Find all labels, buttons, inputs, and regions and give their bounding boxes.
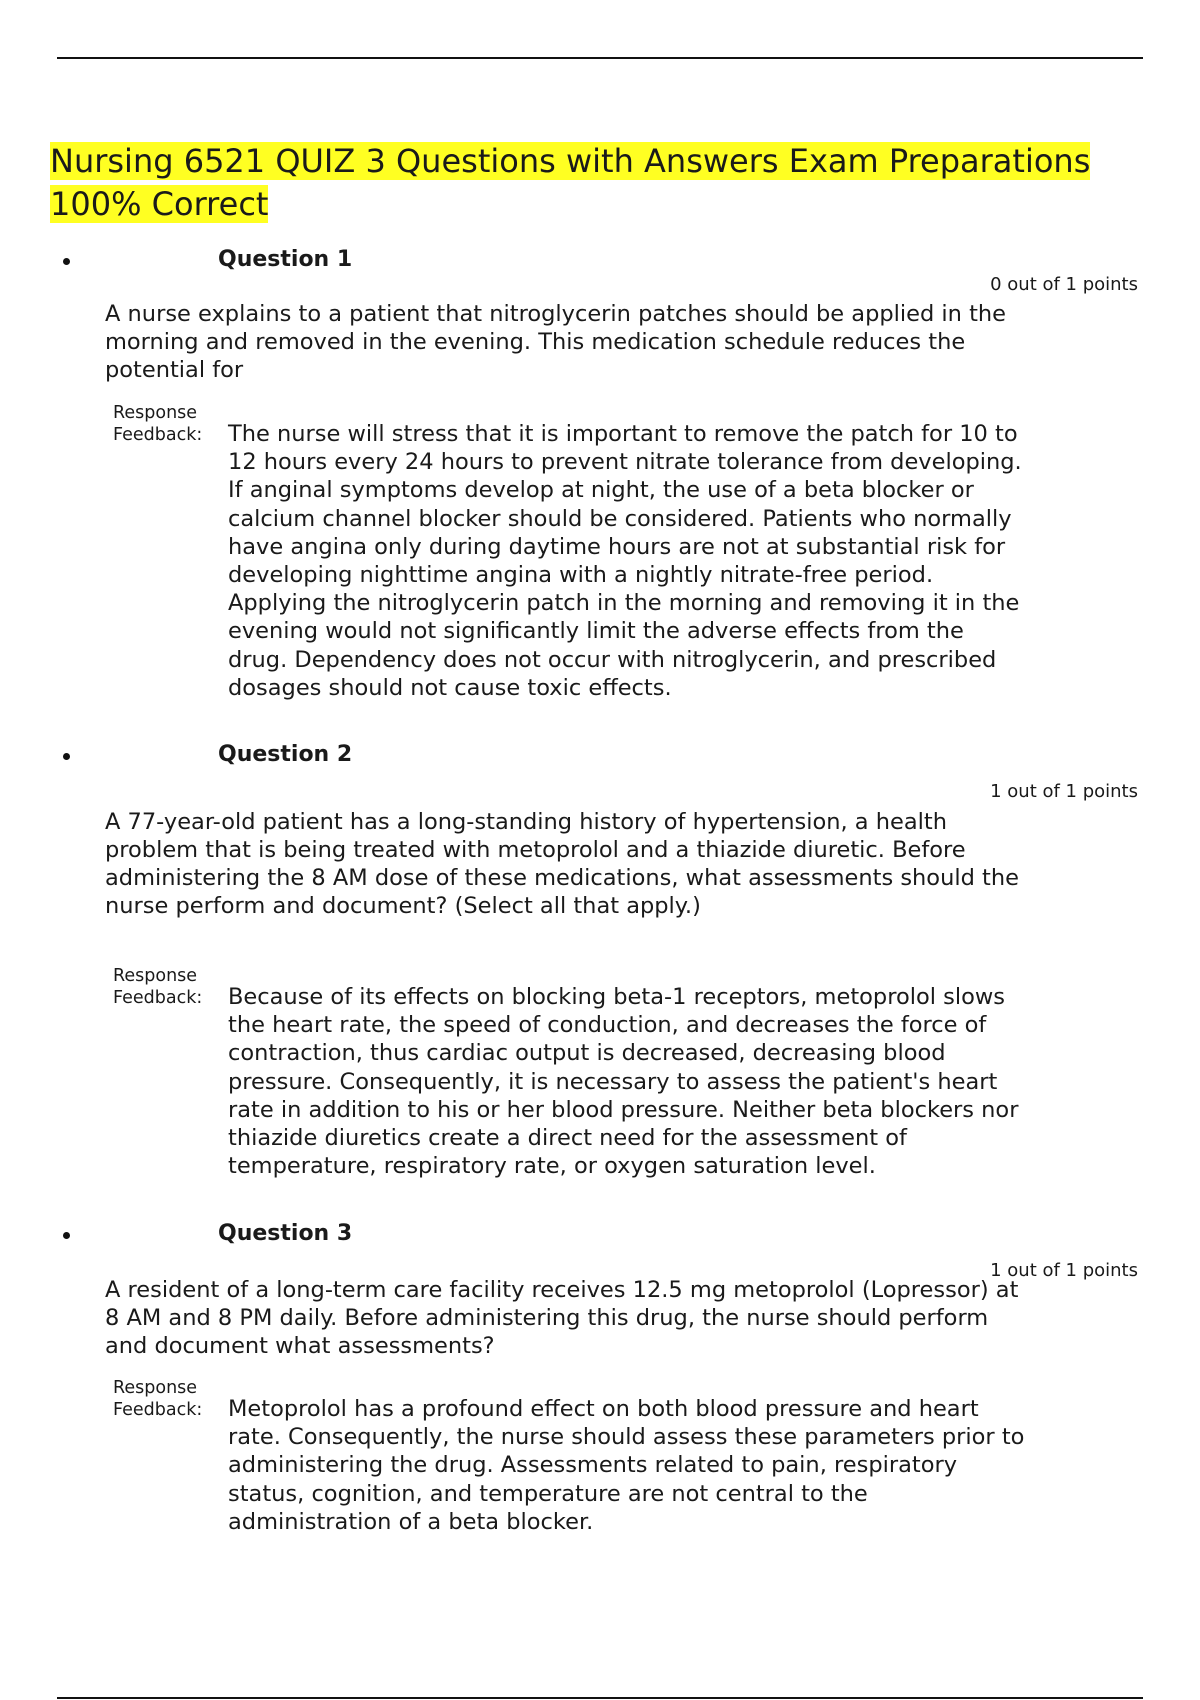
response-label-line-2: Feedback: [113, 988, 203, 1008]
question-1-label: Question 1 [218, 247, 353, 272]
question-1-response-label [113, 402, 223, 446]
question-2-feedback: Because of its effects on blocking beta-1 receptors, metoprolol slows the heart rate, the speed of conduction, and decreases the force of contraction, thus cardiac output is decreased, decreasing blood pressure. Consequently, it is necessary to assess the patient's heart rate in addition to his or her blood pressure. Neither beta blockers nor thiazide diuretics create a direct need for the assessment of temperature, respiratory rate, or oxygen saturation level. [228, 984, 1019, 1180]
question-2-response-label [113, 965, 223, 1009]
question-1-text: A nurse explains to a patient that nitroglycerin patches should be applied in the morning and removed in the evening. This medication schedule reduces the potential for [105, 301, 1007, 383]
question-1-heading [57, 245, 1143, 275]
question-3-response-label [113, 1377, 223, 1421]
document-title [50, 140, 1150, 226]
response-label-line-1: Response [113, 966, 198, 986]
question-3-points: 1 out of 1 points [990, 1260, 1138, 1281]
top-rule [57, 57, 1143, 59]
question-3-heading [57, 1219, 1143, 1249]
question-1-feedback: The nurse will stress that it is important to remove the patch for 10 to 12 hours every 24 hours to prevent nitrate tolerance from developing. If anginal symptoms develop at night, the use of a beta blocker or calcium channel blocker should be considered. Patients who normally have angina only during daytime hours are not at substantial risk for developing nighttime angina with a nightly nitrate-free period. Applying the nitroglycerin patch in the morning and removing it in the evening would not significantly limit the adverse effects from the drug. Dependency does not occur with nitroglycerin, and prescribed dosages should not cause toxic effects. [228, 421, 1022, 701]
title-highlight: Nursing 6521 QUIZ 3 Questions with Answers Exam Preparations 100% Correct [50, 142, 1091, 223]
bullet-icon [63, 753, 70, 760]
question-2-label: Question 2 [218, 742, 353, 767]
question-2-points: 1 out of 1 points [990, 781, 1138, 802]
response-label-line-1: Response [113, 1378, 198, 1398]
bottom-rule [57, 1697, 1143, 1699]
question-2-heading [57, 740, 1143, 770]
question-3-feedback: Metoprolol has a profound effect on both blood pressure and heart rate. Consequently, the nurse should assess these parameters prior to administering the drug. Assessments related to pain, respiratory status, cognition, and temperature are not central to the administration of a beta blocker. [228, 1396, 1025, 1535]
question-1-points: 0 out of 1 points [990, 274, 1138, 295]
response-label-line-2: Feedback: [113, 425, 203, 445]
response-label-line-2: Feedback: [113, 1400, 203, 1420]
bullet-icon [63, 258, 70, 265]
question-3-text: A resident of a long-term care facility receives 12.5 mg metoprolol (Lopressor) at 8 AM and 8 PM daily. Before administering this drug, the nurse should perform and document what assessments? [105, 1277, 1019, 1359]
question-3-label: Question 3 [218, 1221, 353, 1246]
bullet-icon [63, 1232, 70, 1239]
question-2-text: A 77-year-old patient has a long-standing history of hypertension, a health problem that is being treated with metoprolol and a thiazide diuretic. Before administering the 8 AM dose of these medications, what assessments should the nurse perform and document? (Select all that apply.) [105, 809, 1019, 919]
response-label-line-1: Response [113, 403, 198, 423]
